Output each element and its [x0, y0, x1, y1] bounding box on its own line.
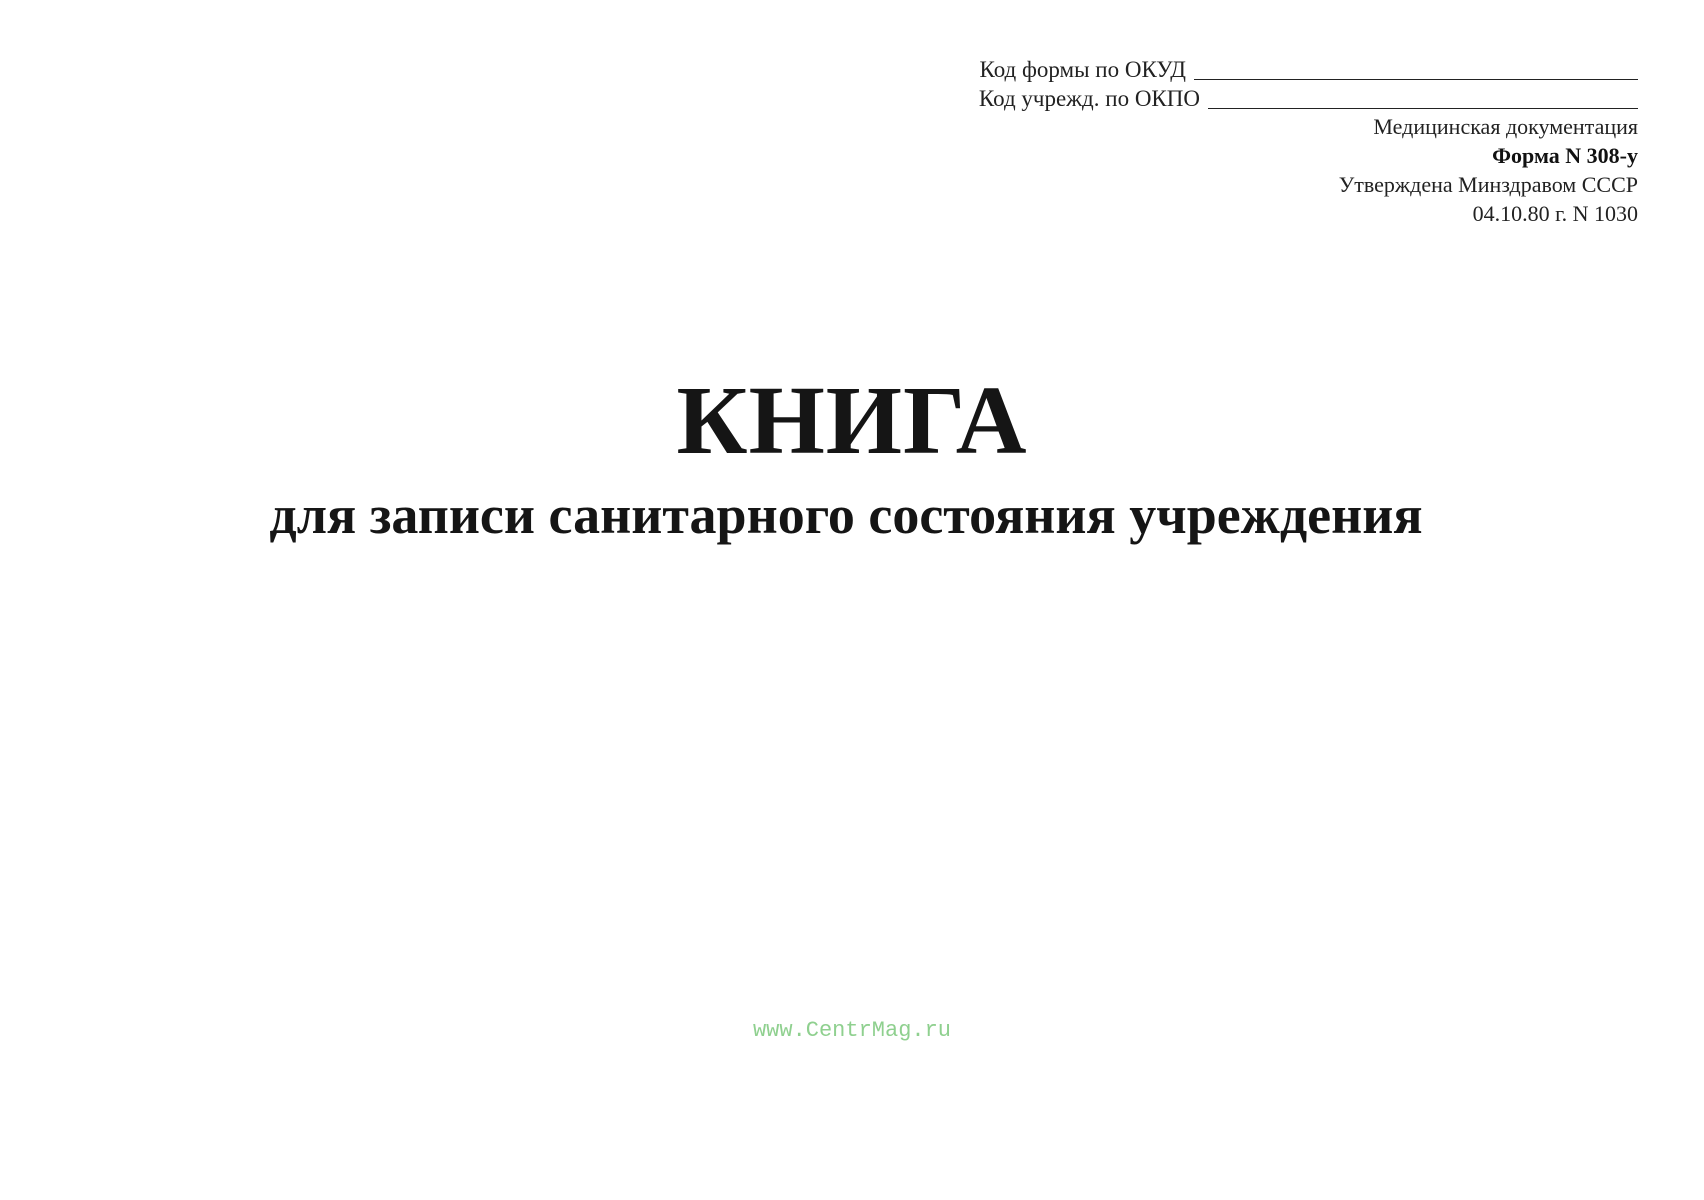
- approval-date: 04.10.80 г. N 1030: [1472, 201, 1638, 226]
- okpo-label: Код учрежд. по ОКПО: [978, 86, 1200, 111]
- approved-by: Утверждена Минздравом СССР: [1338, 172, 1638, 197]
- form-number: Форма N 308-у: [1492, 143, 1638, 168]
- okpo-blank-field: [1208, 86, 1638, 109]
- document-title: КНИГА: [676, 367, 1028, 475]
- document-subtitle: для записи санитарного состояния учреждения: [269, 485, 1423, 545]
- okud-blank-field: [1194, 57, 1638, 80]
- watermark: www.CentrMag.ru: [752, 1018, 952, 1043]
- okud-label: Код формы по ОКУД: [979, 57, 1186, 82]
- documentation-type: Медицинская документация: [1373, 114, 1638, 139]
- form-header: [918, 54, 1638, 228]
- okpo-code-line: [918, 83, 1638, 112]
- okud-code-line: [918, 54, 1638, 83]
